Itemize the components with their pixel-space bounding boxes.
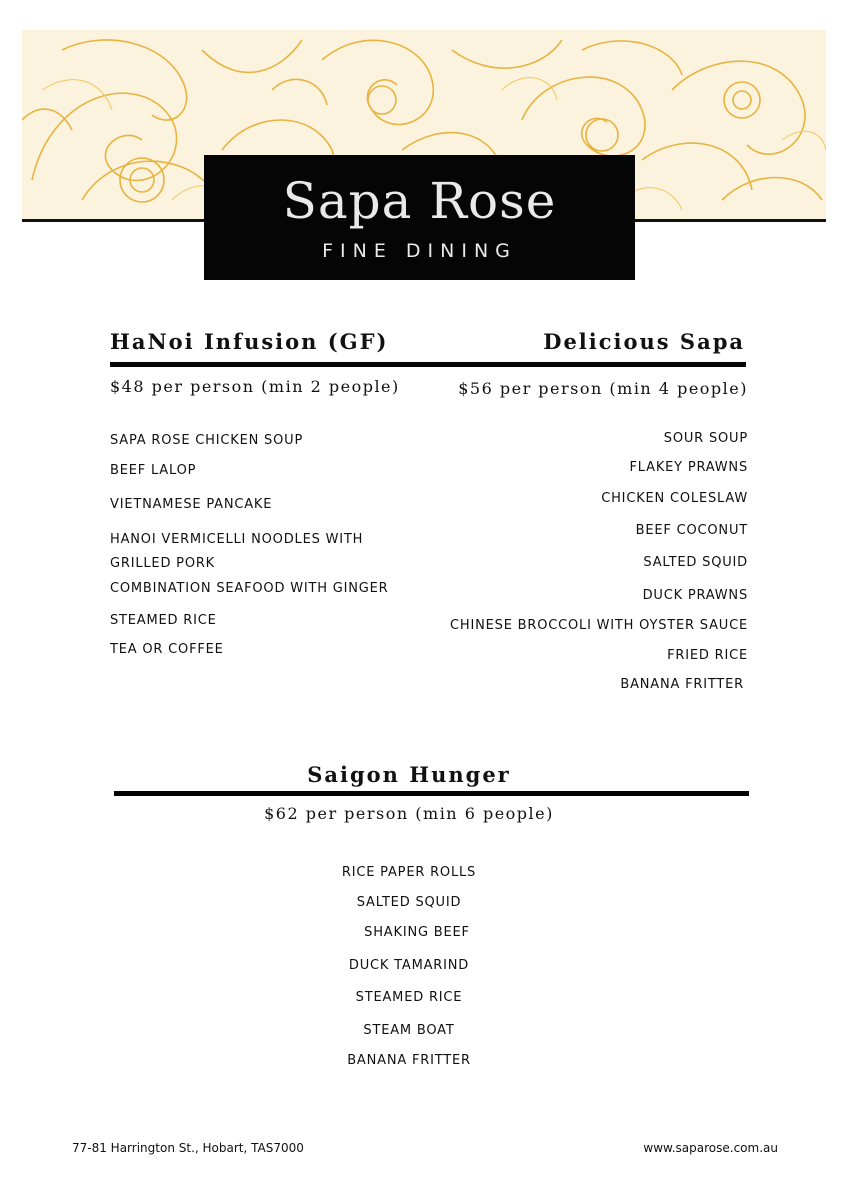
restaurant-title-box [204,155,635,280]
list-item: BEEF COCONUT [635,523,748,538]
list-item: SHAKING BEEF [364,925,470,940]
list-item: FLAKEY PRAWNS [629,460,748,475]
list-item: STEAMED RICE [355,990,463,1005]
list-item: BANANA FRITTER [347,1053,471,1068]
list-item: TEA OR COFFEE [110,642,224,657]
footer-address: 77-81 Harrington St., Hobart, TAS7000 [72,1141,304,1155]
list-item: BANANA FRITTER [620,677,744,692]
saigon-menu-price: $62 per person (min 6 people) [264,804,554,823]
list-item: COMBINATION SEAFOOD WITH GINGER [110,581,389,596]
list-item: CHICKEN COLESLAW [601,491,748,506]
top-section-divider [110,362,746,367]
list-item: SAPA ROSE CHICKEN SOUP [110,433,304,448]
hanoi-menu-price: $48 per person (min 2 people) [110,377,400,396]
list-item: STEAMED RICE [110,613,217,628]
footer-website-link[interactable]: www.saparose.com.au [643,1141,778,1155]
list-item: SALTED SQUID [356,895,462,910]
sapa-menu-price: $56 per person (min 4 people) [458,379,748,398]
list-item: FRIED RICE [667,648,748,663]
list-item: GRILLED PORK [110,556,216,571]
list-item: VIETNAMESE PANCAKE [110,497,273,512]
bottom-section-divider [114,791,749,796]
saigon-menu-title: Saigon Hunger [307,762,511,787]
restaurant-name: Sapa Rose [282,172,557,230]
list-item: SOUR SOUP [663,431,748,446]
list-item: CHINESE BROCCOLI WITH OYSTER SAUCE [450,618,748,633]
list-item: STEAM BOAT [363,1023,455,1038]
list-item: DUCK PRAWNS [642,588,748,603]
list-item: RICE PAPER ROLLS [341,865,477,880]
sapa-menu-title: Delicious Sapa [543,329,745,354]
list-item: SALTED SQUID [643,555,748,570]
list-item: DUCK TAMARIND [348,958,470,973]
restaurant-subtitle: FINE DINING [322,240,517,262]
hanoi-menu-title: HaNoi Infusion (GF) [110,329,389,354]
list-item: BEEF LALOP [110,463,197,478]
list-item: HANOI VERMICELLI NOODLES WITH [110,532,364,547]
